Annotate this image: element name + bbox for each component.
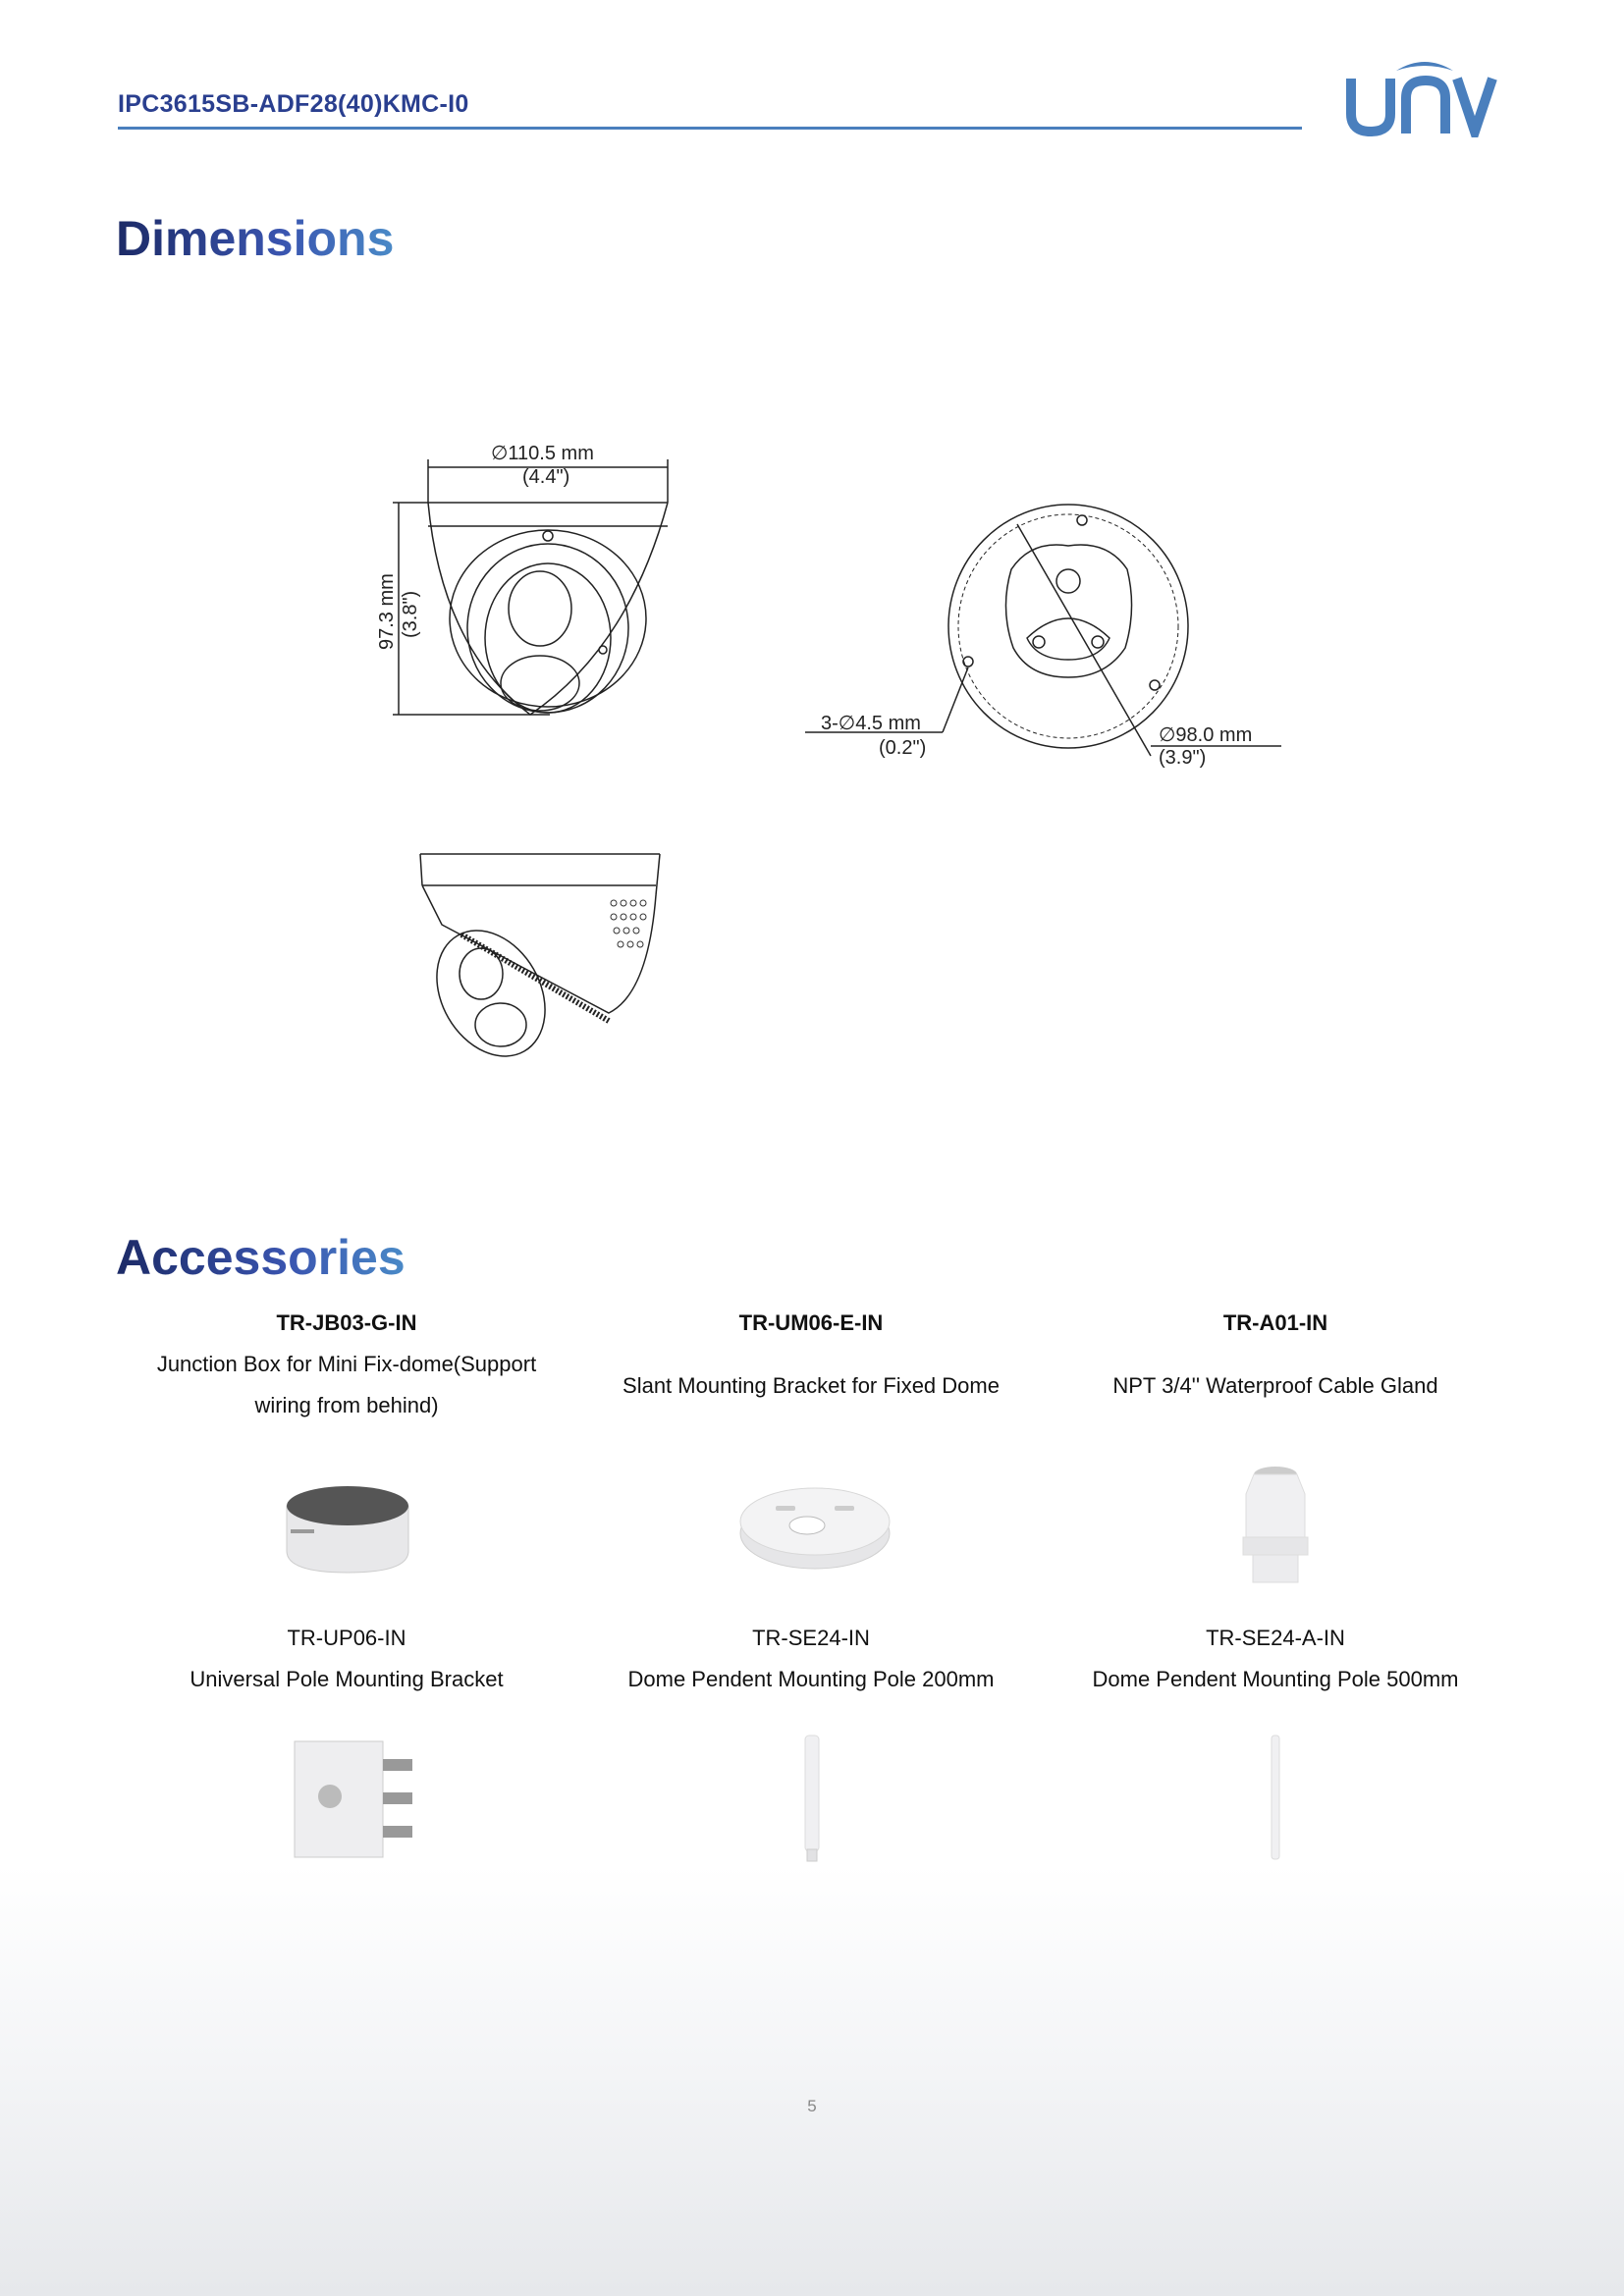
accessory-item	[1050, 1303, 1501, 1407]
front-diameter-label: ∅110.5 mm	[491, 443, 594, 464]
accessories-title: Accessories	[116, 1230, 406, 1285]
cable-gland-image	[1231, 1465, 1320, 1586]
accessory-description: Dome Pendent Mounting Pole 500mm	[1092, 1667, 1459, 1691]
accessory-item	[121, 1618, 572, 1700]
header-divider	[118, 127, 1302, 130]
slant-bracket-image	[736, 1482, 893, 1573]
base-diameter-label: ∅98.0 mm	[1159, 724, 1253, 746]
pole-200-image	[801, 1734, 823, 1863]
footer-background	[0, 1865, 1624, 2296]
accessory-description: wiring from behind)	[254, 1393, 439, 1417]
dimensions-title: Dimensions	[116, 211, 395, 266]
mounting-holes-inch-label: (0.2")	[879, 737, 927, 759]
accessory-description: Junction Box for Mini Fix-dome(Support	[156, 1352, 537, 1376]
front-view-drawing	[373, 432, 687, 726]
mounting-holes-label: 3-∅4.5 mm	[821, 713, 921, 734]
accessory-item	[1050, 1618, 1501, 1700]
accessory-description: Slant Mounting Bracket for Fixed Dome	[623, 1373, 1000, 1398]
accessory-item	[121, 1303, 572, 1426]
accessory-item	[585, 1303, 1037, 1407]
front-height-inch-label: (3.8")	[400, 590, 421, 638]
unv-logo	[1345, 57, 1504, 137]
accessory-item	[585, 1618, 1037, 1700]
side-view-drawing	[412, 846, 668, 1072]
pole-bracket-image	[291, 1737, 418, 1861]
accessory-name: TR-UM06-E-IN	[738, 1310, 884, 1335]
accessory-name: TR-UP06-IN	[287, 1626, 406, 1650]
pole-500-image	[1269, 1734, 1282, 1863]
accessory-description: NPT 3/4'' Waterproof Cable Gland	[1112, 1373, 1438, 1398]
accessory-name: TR-SE24-IN	[752, 1626, 870, 1650]
front-diameter-inch-label: (4.4")	[522, 466, 570, 488]
accessory-name: TR-SE24-A-IN	[1206, 1626, 1345, 1650]
page-number: 5	[807, 2097, 817, 2115]
junction-box-image	[283, 1480, 414, 1575]
model-header: IPC3615SB-ADF28(40)KMC-I0	[118, 90, 469, 118]
base-diameter-inch-label: (3.9")	[1159, 747, 1207, 769]
accessory-description: Universal Pole Mounting Bracket	[189, 1667, 504, 1691]
accessory-name: TR-A01-IN	[1222, 1310, 1328, 1335]
accessory-description: Dome Pendent Mounting Pole 200mm	[627, 1667, 995, 1691]
accessory-name: TR-JB03-G-IN	[276, 1310, 417, 1335]
front-height-label: 97.3 mm	[376, 573, 398, 650]
bottom-view-drawing	[795, 491, 1296, 785]
